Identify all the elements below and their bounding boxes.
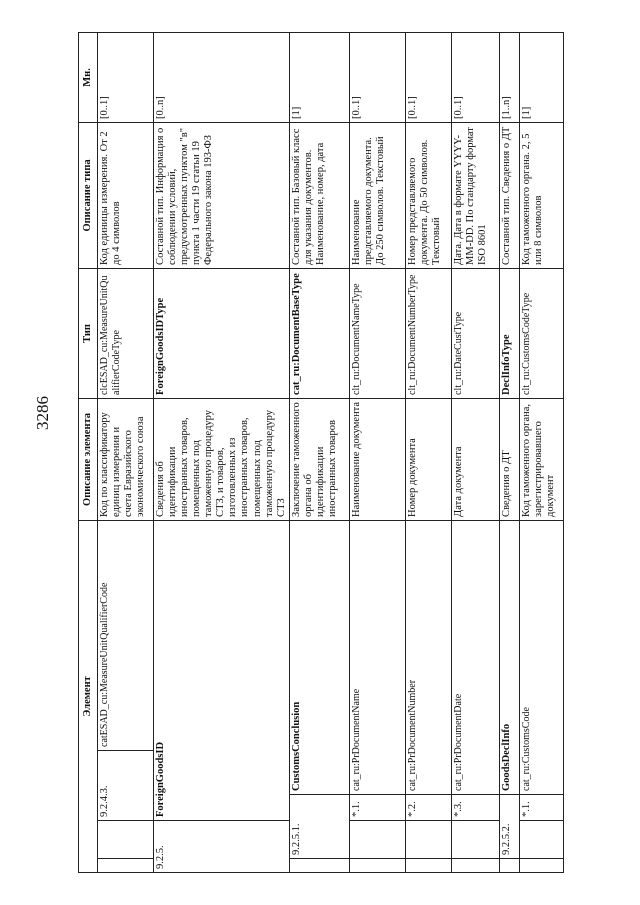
type-name: clt_ru:CustomsCodeType — [519, 268, 563, 398]
table-row — [499, 32, 519, 872]
type-name: cat_ru:DocumentBaseType — [289, 268, 349, 398]
spec-table — [78, 32, 564, 873]
indent-cell — [451, 859, 499, 873]
element-name: CustomsConclusion — [289, 520, 349, 794]
table-row — [451, 32, 499, 872]
row-number: 9.2.5.2. — [499, 795, 519, 859]
element-name: ForeignGoodsID — [154, 520, 290, 820]
element-description: Код таможенного органа, зарегистрировавшего документ — [519, 398, 563, 520]
type-description: Код единицы измерения. От 2 до 4 символов — [98, 122, 154, 268]
type-description: Составной тип. Базовый класс для указания документов. Наименование, номер, дата — [289, 122, 349, 268]
type-name: DeclInfoType — [499, 268, 519, 398]
multiplicity: [0..1] — [451, 32, 499, 122]
element-description: Сведения о ДТ — [499, 398, 519, 520]
element-description: Код по классификатору единиц измерения и счета Евразийского экономического союза — [98, 398, 154, 520]
multiplicity: [0..1] — [98, 32, 154, 122]
element-description: Сведения об идентификации иностранных товаров, помещенных под таможенную процедуру СТЗ, и товаров, изготовленных из иностранных товаров, помещенных под таможенную процедуру СТЗ — [154, 398, 290, 520]
table-row — [405, 32, 451, 872]
indent-cell — [349, 859, 405, 873]
multiplicity: [0..1] — [349, 32, 405, 122]
indent-cell — [98, 821, 154, 859]
multiplicity: [0..1] — [405, 32, 451, 122]
indent-cell — [499, 859, 519, 873]
indent-cell — [349, 821, 405, 859]
type-description: Составной тип. Сведения о ДТ — [499, 122, 519, 268]
element-name: cat_ru:PrDocumentNumber — [405, 520, 451, 794]
type-description: Наименование представляемого документа. До 250 символов. Текстовый — [349, 122, 405, 268]
table-row — [349, 32, 405, 872]
indent-cell — [98, 859, 154, 873]
element-name: catESAD_cu:MeasureUnitQualifierCode — [98, 520, 154, 750]
multiplicity: [1] — [519, 32, 563, 122]
element-description: Наименование документа — [349, 398, 405, 520]
type-name: clcESAD_cu:MeasureUnitQualifierCodeType — [98, 268, 154, 398]
indent-cell — [289, 859, 349, 873]
header-type-desc: Описание типа — [79, 122, 98, 268]
element-description: Номер документа — [405, 398, 451, 520]
type-description: Номер представляемого документа. До 50 символов. Текстовый — [405, 122, 451, 268]
header-mn: Мн. — [79, 32, 98, 122]
multiplicity: [1] — [289, 32, 349, 122]
type-name: clt_ru:DocumentNameType — [349, 268, 405, 398]
table-row — [98, 32, 154, 872]
row-number: *.1. — [349, 795, 405, 821]
element-name: cat_ru:PrDocumentName — [349, 520, 405, 794]
header-element: Элемент — [79, 520, 98, 872]
indent-cell — [405, 821, 451, 859]
row-number: *.2. — [405, 795, 451, 821]
page-number: 3286 — [33, 396, 52, 430]
row-number: 9.2.5. — [154, 821, 290, 873]
rotated-table-container — [78, 33, 622, 873]
element-description: Дата документа — [451, 398, 499, 520]
type-description: Дата. Дата в формате YYYY-MM-DD. По стандарту формат ISO 8601 — [451, 122, 499, 268]
indent-cell — [451, 821, 499, 859]
table-row — [289, 32, 349, 872]
element-name: cat_ru:CustomsCode — [519, 520, 563, 794]
element-name: cat_ru:PrDocumentDate — [451, 520, 499, 794]
header-element-desc: Описание элемента — [79, 398, 98, 520]
type-description: Код таможенного органа. 2, 5 или 8 символов — [519, 122, 563, 268]
multiplicity: [0..n] — [154, 32, 290, 122]
table-row — [519, 32, 563, 872]
element-name: GoodsDeclInfo — [499, 520, 519, 794]
type-name: clt_ru:DateCustType — [451, 268, 499, 398]
multiplicity: [1..n] — [499, 32, 519, 122]
indent-cell — [519, 859, 563, 873]
indent-cell — [405, 859, 451, 873]
row-number: 9.2.5.1. — [289, 795, 349, 859]
table-row — [154, 32, 290, 872]
indent-cell — [519, 821, 563, 859]
type-name: ForeignGoodsIDType — [154, 268, 290, 398]
header-row — [79, 32, 98, 872]
row-number: *.1. — [519, 795, 563, 821]
header-type: Тип — [79, 268, 98, 398]
row-number: *.3. — [451, 795, 499, 821]
type-name: clt_ru:DocumentNumberType — [405, 268, 451, 398]
row-number: 9.2.4.3. — [98, 751, 154, 821]
element-description: Заключение таможенного органа об идентификации иностранных товаров — [289, 398, 349, 520]
type-description: Составной тип. Информация о соблюдении условий, предусмотренных пунктом "в" пункта 1 части 19 статьи 19 Федерального закона 193-ФЗ — [154, 122, 290, 268]
